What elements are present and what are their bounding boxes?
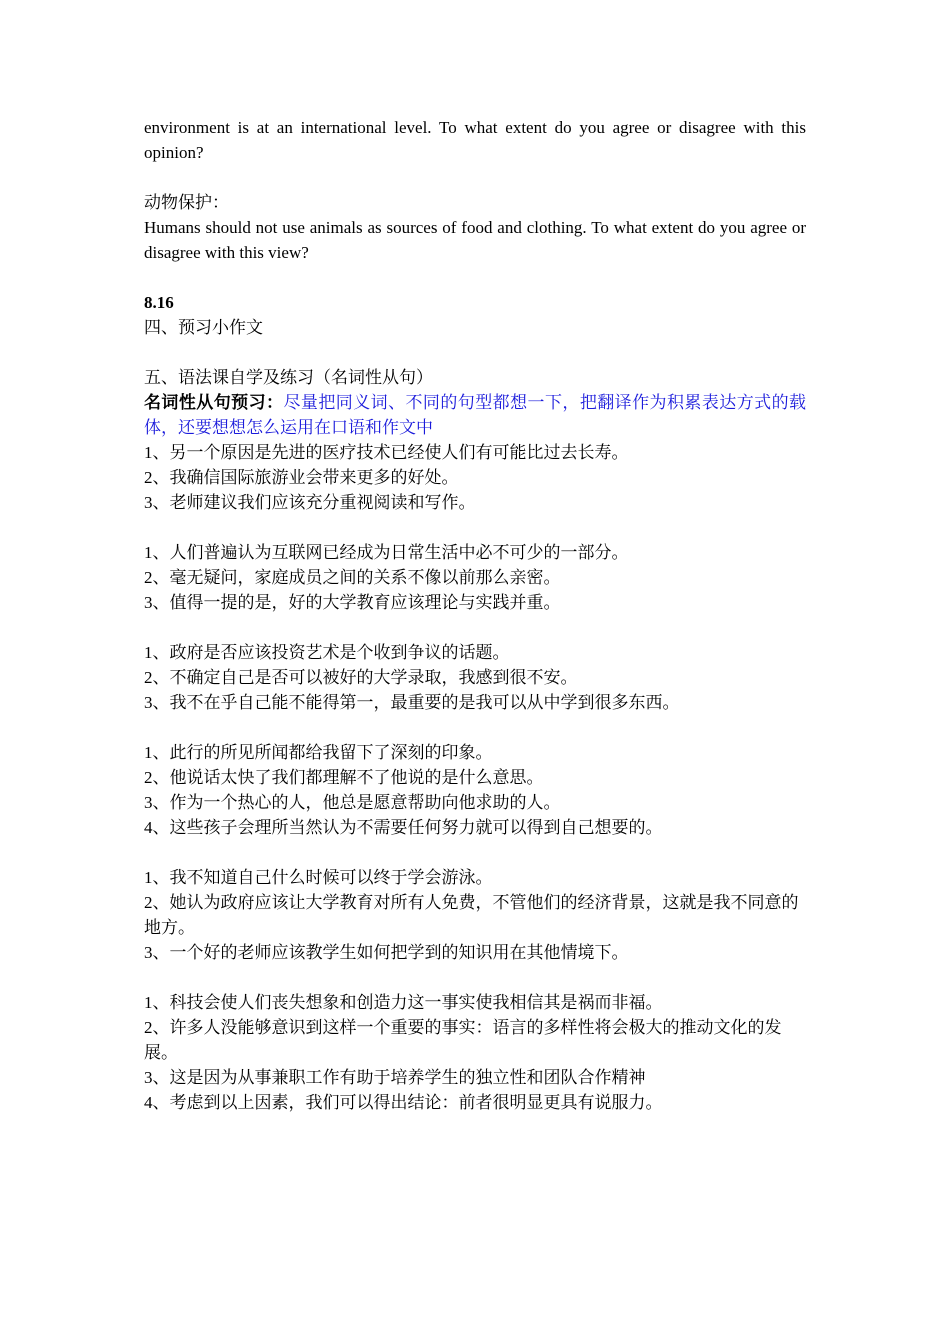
spacer xyxy=(144,615,806,640)
environment-question: environment is at an international level. To what extent do you agree or disagree with this opinion? xyxy=(144,118,806,162)
preview-text: 尽量把同义词、不同的句型都想一下，把翻译作为积累表达方式的载体，还要想想怎么运用在口语和作文中 xyxy=(144,393,807,437)
exercise-sentence: 2、她认为政府应该让大学教育对所有人免费，不管他们的经济背景，这就是我不同意的地方。 xyxy=(144,893,799,937)
exercise-sentence: 2、不确定自己是否可以被好的大学录取，我感到很不安。 xyxy=(144,668,578,687)
section4-title: 四、预习小作文 xyxy=(144,318,263,337)
exercise-sentence: 2、我确信国际旅游业会带来更多的好处。 xyxy=(144,468,459,487)
spacer xyxy=(144,165,806,190)
spacer xyxy=(144,515,806,540)
exercise-sentence: 3、作为一个热心的人，他总是愿意帮助向他求助的人。 xyxy=(144,793,561,812)
exercise-group-2 xyxy=(144,540,806,615)
exercise-sentence: 1、另一个原因是先进的医疗技术已经使人们有可能比过去长寿。 xyxy=(144,443,629,462)
exercise-sentence: 1、人们普遍认为互联网已经成为日常生活中必不可少的一部分。 xyxy=(144,543,629,562)
exercise-sentence: 1、科技会使人们丧失想象和创造力这一事实使我相信其是祸而非福。 xyxy=(144,993,663,1012)
preview-label: 名词性从句预习： xyxy=(144,393,284,412)
exercise-group-5 xyxy=(144,865,806,965)
spacer xyxy=(144,265,806,290)
spacer xyxy=(144,340,806,365)
exercise-sentence: 3、一个好的老师应该教学生如何把学到的知识用在其他情境下。 xyxy=(144,943,629,962)
exercise-sentence: 3、值得一提的是，好的大学教育应该理论与实践并重。 xyxy=(144,593,561,612)
exercise-sentence: 4、考虑到以上因素，我们可以得出结论：前者很明显更具有说服力。 xyxy=(144,1093,663,1112)
exercise-sentence: 2、他说话太快了我们都理解不了他说的是什么意思。 xyxy=(144,768,544,787)
animal-question: Humans should not use animals as sources of food and clothing. To what extent do you agree or disagree with this view? xyxy=(144,218,806,262)
exercise-sentence: 1、我不知道自己什么时候可以终于学会游泳。 xyxy=(144,868,493,887)
exercise-group-6 xyxy=(144,990,806,1115)
exercise-sentence: 2、许多人没能够意识到这样一个重要的事实：语言的多样性将会极大的推动文化的发展。 xyxy=(144,1018,782,1062)
document-body xyxy=(144,115,806,1115)
exercise-sentence: 1、政府是否应该投资艺术是个收到争议的话题。 xyxy=(144,643,510,662)
exercise-sentence: 4、这些孩子会理所当然认为不需要任何努力就可以得到自己想要的。 xyxy=(144,818,663,837)
spacer xyxy=(144,715,806,740)
exercise-sentence: 3、老师建议我们应该充分重视阅读和写作。 xyxy=(144,493,476,512)
exercise-sentence: 1、此行的所见所闻都给我留下了深刻的印象。 xyxy=(144,743,493,762)
exercise-group-3 xyxy=(144,640,806,715)
spacer xyxy=(144,965,806,990)
exercise-sentence: 2、毫无疑问，家庭成员之间的关系不像以前那么亲密。 xyxy=(144,568,561,587)
exercise-group-4 xyxy=(144,740,806,840)
exercise-sentence: 3、我不在乎自己能不能得第一，最重要的是我可以从中学到很多东西。 xyxy=(144,693,680,712)
section5-title: 五、语法课自学及练习（名词性从句） xyxy=(144,368,433,387)
spacer xyxy=(144,840,806,865)
date-heading: 8.16 xyxy=(144,293,174,312)
animal-protection-heading: 动物保护： xyxy=(144,193,229,212)
exercise-group-1 xyxy=(144,440,806,515)
preview-instruction xyxy=(144,390,806,440)
exercise-sentence: 3、这是因为从事兼职工作有助于培养学生的独立性和团队合作精神 xyxy=(144,1068,646,1087)
